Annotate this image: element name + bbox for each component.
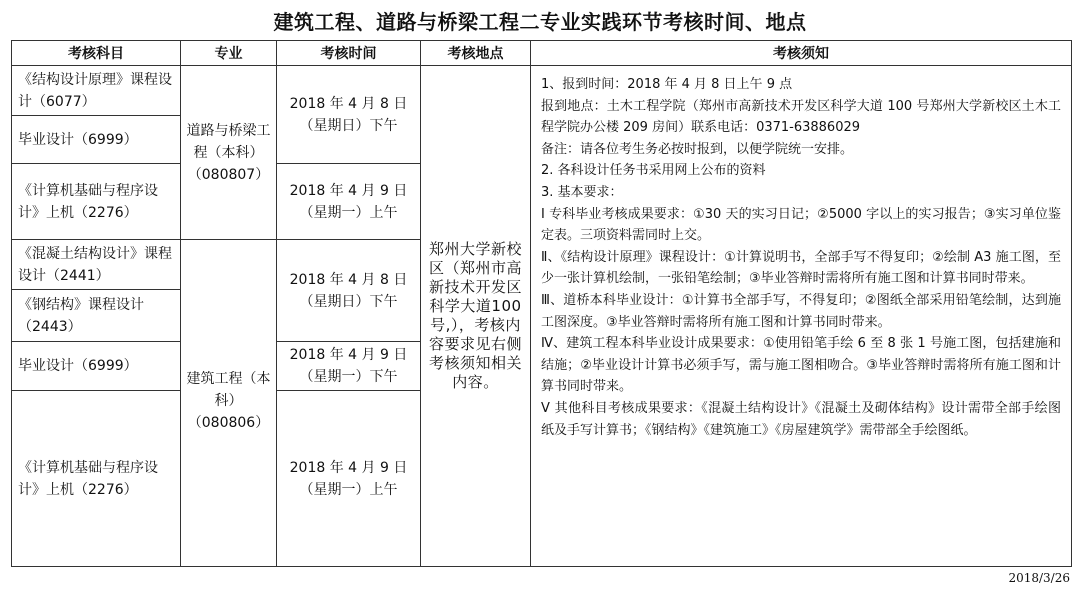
notes-cell (531, 66, 1072, 567)
time-cell: 2018 年 4 月 9 日（星期一）上午 (277, 164, 421, 240)
time-cell: 2018 年 4 月 8 日（星期日）下午 (277, 66, 421, 164)
major-cell: 建筑工程（本科）（080806） (181, 240, 277, 567)
header-major: 专业 (181, 41, 277, 66)
note-line: 报到地点：土木工程学院（郑州市高新技术开发区科学大道 100 号郑州大学新校区土木工程学院办公楼 209 房间）联系电话：0371-63886029 (541, 98, 1061, 136)
header-location: 考核地点 (421, 41, 531, 66)
time-cell: 2018 年 4 月 8 日（星期日）下午 (277, 240, 421, 342)
major-cell: 道路与桥梁工程（本科）（080807） (181, 66, 277, 240)
header-time: 考核时间 (277, 41, 421, 66)
note-line: Ⅳ、建筑工程本科毕业设计成果要求：①使用铅笔手绘 6 至 8 张 1 号施工图，包括建施和结施；②毕业设计计算书必须手写，需与施工图相吻合。③毕业答辩时需将所有施工图和计算书同时带来。 (541, 336, 1061, 395)
location-cell: 郑州大学新校区（郑州市高新技术开发区科学大道100号,），考核内容要求见右侧考核须知相关内容。 (421, 66, 531, 567)
subject-cell: 《结构设计原理》课程设计（6077） (12, 66, 181, 116)
date-stamp: 2018/3/26 (1008, 571, 1070, 585)
subject-cell: 《计算机基础与程序设计》上机（2276） (12, 164, 181, 240)
note-line: Ⅰ 专科毕业考核成果要求：①30 天的实习日记；②5000 字以上的实习报告；③实习单位鉴定表。三项资料需同时上交。 (541, 206, 1061, 244)
subject-cell: 《钢结构》课程设计（2443） (12, 290, 181, 342)
subject-cell: 毕业设计（6999） (12, 116, 181, 164)
page-title: 建筑工程、道路与桥梁工程二专业实践环节考核时间、地点 (273, 10, 807, 34)
header-notes: 考核须知 (531, 41, 1072, 66)
note-line: Ⅱ、《结构设计原理》课程设计：①计算说明书，全部手写不得复印；②绘制 A3 施工图，至少一张计算机绘制，一张铅笔绘制；③毕业答辩时需将所有施工图和计算书同时带来。 (541, 249, 1061, 287)
subject-cell: 毕业设计（6999） (12, 342, 181, 391)
note-line: 1、报到时间：2018 年 4 月 8 日上午 9 点 (541, 77, 793, 92)
time-cell: 2018 年 4 月 9 日（星期一）下午 (277, 342, 421, 391)
subject-cell: 《混凝土结构设计》课程设计（2441） (12, 240, 181, 290)
header-row (12, 41, 1072, 66)
note-line: 备注：请各位考生务必按时报到，以便学院统一安排。 (541, 141, 854, 157)
note-line: Ⅲ、道桥本科毕业设计：①计算书全部手写，不得复印；②图纸全部采用铅笔绘制，达到施工图深度。③毕业答辩时需将所有施工图和计算书同时带来。 (541, 292, 1061, 330)
note-line: 3. 基本要求： (541, 184, 623, 200)
header-subject: 考核科目 (12, 41, 181, 66)
table-row (12, 66, 1072, 116)
note-line: Ⅴ 其他科目考核成果要求：《混凝土结构设计》《混凝土及砌体结构》设计需带全部手绘图纸及手写计算书；《钢结构》《建筑施工》《房屋建筑学》需带部全手绘图纸。 (541, 400, 1061, 438)
note-line: 2. 各科设计任务书采用网上公布的资料 (541, 163, 766, 179)
schedule-table (11, 40, 1072, 567)
subject-cell: 《计算机基础与程序设计》上机（2276） (12, 391, 181, 567)
time-cell: 2018 年 4 月 9 日（星期一）上午 (277, 391, 421, 567)
